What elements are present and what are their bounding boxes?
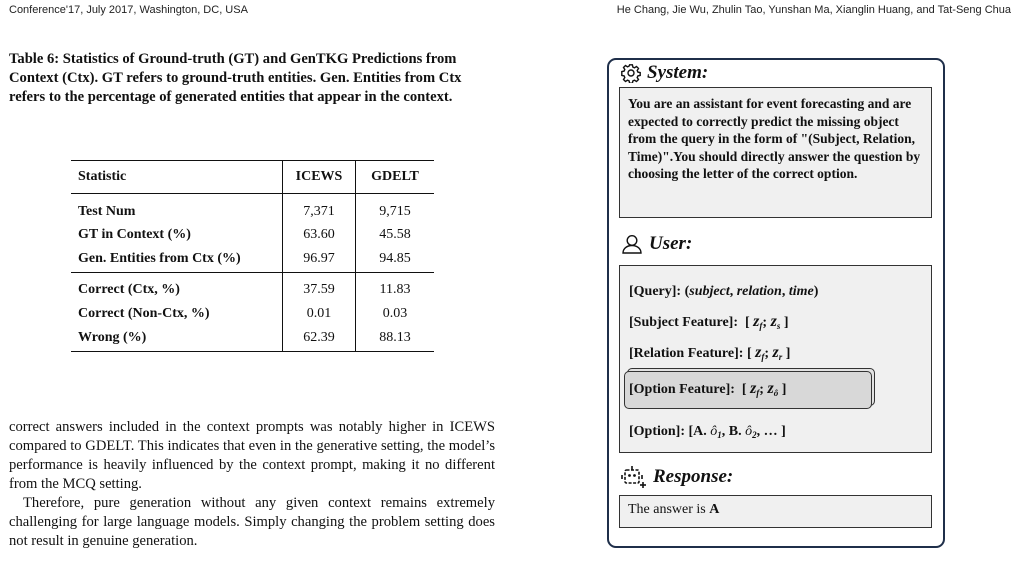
system-prompt-text: You are an assistant for event forecasting and are expected to correctly predict the missing object from the query in the form of "(Subject, Relation, Time)".You should directly answer the question by choosing the letter of the correct option. <box>628 96 921 181</box>
running-header-right: He Chang, Jie Wu, Zhulin Tao, Yunshan Ma, Xianglin Huang, and Tat-Seng Chua <box>616 4 1011 16</box>
cell-gdelt: 94.85 <box>356 246 435 272</box>
table-caption: Table 6: Statistics of Ground-truth (GT) and GenTKG Predictions from Context (Ctx). GT refers to ground-truth entities. Gen. Entities from Ctx refers to the percentage of generated entities that appear in the context. <box>9 51 462 105</box>
user-title-text: User: <box>649 233 693 254</box>
table-row <box>71 194 434 224</box>
option-line: [Option]: [A. $ô_1$, B. $ô_2$, … ] <box>629 424 786 440</box>
paragraph-conclusion: Therefore, pure generation without any given context remains extremely challenging for large language models. Simply changing the problem setting does not result in genuine generation. <box>9 495 495 549</box>
cell-icews: 7,371 <box>283 194 356 224</box>
row-label: Wrong (%) <box>71 325 283 351</box>
header-gdelt: GDELT <box>356 161 435 194</box>
option-feature-line: [Option Feature]: [ $z_f$; $z_ô$ ] <box>629 380 787 398</box>
cell-icews: 96.97 <box>283 246 356 272</box>
running-header-left: Conference'17, July 2017, Washington, DC, USA <box>9 4 248 16</box>
table-header-row <box>71 161 434 194</box>
response-section-title <box>621 465 733 489</box>
table-row <box>71 246 434 272</box>
statistics-table <box>71 160 434 352</box>
relation-feature-line: [Relation Feature]: [ $z_f$; $z_r$ ] <box>629 344 791 362</box>
table-row <box>71 223 434 246</box>
cell-icews: 63.60 <box>283 223 356 246</box>
user-section-title <box>621 233 692 255</box>
cell-gdelt: 88.13 <box>356 325 435 351</box>
cell-gdelt: 45.58 <box>356 223 435 246</box>
robot-icon <box>621 465 647 489</box>
header-statistic: Statistic <box>71 161 283 194</box>
row-label: Correct (Ctx, %) <box>78 282 180 298</box>
response-text: The answer is A <box>628 502 720 517</box>
system-box <box>619 87 932 218</box>
cell-gdelt: 0.03 <box>356 302 435 325</box>
gear-icon <box>621 63 641 83</box>
response-box <box>619 495 932 528</box>
table-row <box>71 325 434 351</box>
user-icon <box>621 234 643 254</box>
response-title-text: Response: <box>653 466 734 487</box>
cell-icews: 0.01 <box>283 302 356 325</box>
cell-gdelt: 11.83 <box>356 272 435 302</box>
subject-feature-line: [Subject Feature]: [ $z_f$; $z_s$ ] <box>629 313 789 331</box>
cell-icews: 37.59 <box>283 272 356 302</box>
row-label: Test Num <box>78 203 136 219</box>
row-label: GT in Context (%) <box>78 226 191 242</box>
system-title-text: System: <box>647 62 709 83</box>
system-section-title <box>621 62 708 84</box>
row-label: Correct (Non-Ctx, %) <box>78 305 210 321</box>
cell-icews: 62.39 <box>283 325 356 351</box>
paragraph-context-results: correct answers included in the context prompts was notably higher in ICEWS compared to GDELT. This indicates that even in the generative setting, the model’s performance is heavily influenced by the context prompt, making it no different from the MCQ setting. <box>9 419 495 492</box>
header-icews: ICEWS <box>283 161 356 194</box>
row-label: Gen. Entities from Ctx (%) <box>71 246 283 272</box>
cell-gdelt: 9,715 <box>356 194 435 224</box>
table-row <box>71 302 434 325</box>
query-line: [Query]: (subject, relation, time) <box>629 284 819 299</box>
table-row <box>71 272 434 302</box>
